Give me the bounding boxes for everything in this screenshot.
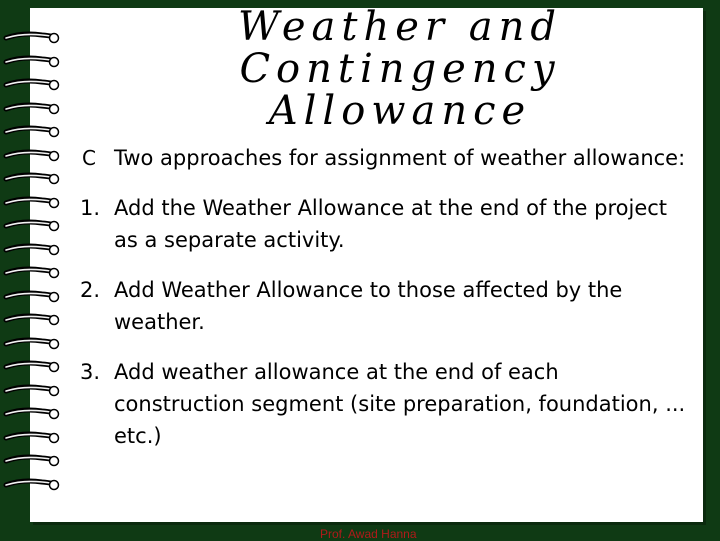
binder-ring-icon — [2, 101, 58, 113]
list-item-number: 2. — [80, 278, 101, 302]
list-item-text: Add Weather Allowance to those affected by the weather. — [114, 278, 623, 334]
binder-ring-icon — [2, 312, 58, 324]
binder-ring-icon — [2, 242, 58, 254]
binder-ring-icon — [2, 218, 58, 230]
title-line-1: Weather and — [238, 4, 562, 50]
binder-ring-icon — [2, 30, 58, 42]
binder-rings — [0, 30, 70, 510]
list-item — [80, 192, 690, 256]
bullet-item — [80, 142, 690, 174]
list-item — [80, 356, 690, 452]
binder-ring-icon — [2, 359, 58, 371]
binder-ring-icon — [2, 289, 58, 301]
binder-ring-icon — [2, 453, 58, 465]
binder-ring-icon — [2, 148, 58, 160]
list-item-text: Add the Weather Allowance at the end of the project as a separate activity. — [114, 196, 668, 252]
binder-ring-icon — [2, 336, 58, 348]
binder-ring-icon — [2, 195, 58, 207]
list-item-text: Add weather allowance at the end of each construction segment (site preparation, foundation, ... etc.) — [114, 360, 686, 448]
list-item-number: 3. — [80, 360, 101, 384]
binder-ring-icon — [2, 383, 58, 395]
binder-ring-icon — [2, 54, 58, 66]
binder-ring-icon — [2, 77, 58, 89]
binder-ring-icon — [2, 265, 58, 277]
list-item — [80, 274, 690, 338]
title-line-2: Contingency — [239, 46, 561, 92]
binder-ring-icon — [2, 406, 58, 418]
binder-ring-icon — [2, 124, 58, 136]
binder-ring-icon — [2, 477, 58, 489]
bullet-text: Two approaches for assignment of weather allowance: — [114, 146, 686, 170]
footer-author: Prof. Awad Hanna — [320, 527, 417, 541]
title-line-3: Allowance — [268, 88, 532, 134]
binder-ring-icon — [2, 171, 58, 183]
binder-ring-icon — [2, 430, 58, 442]
slide-content — [80, 142, 690, 470]
c-bullet-icon: C — [82, 146, 96, 170]
slide-title — [170, 6, 630, 132]
list-item-number: 1. — [80, 196, 101, 220]
